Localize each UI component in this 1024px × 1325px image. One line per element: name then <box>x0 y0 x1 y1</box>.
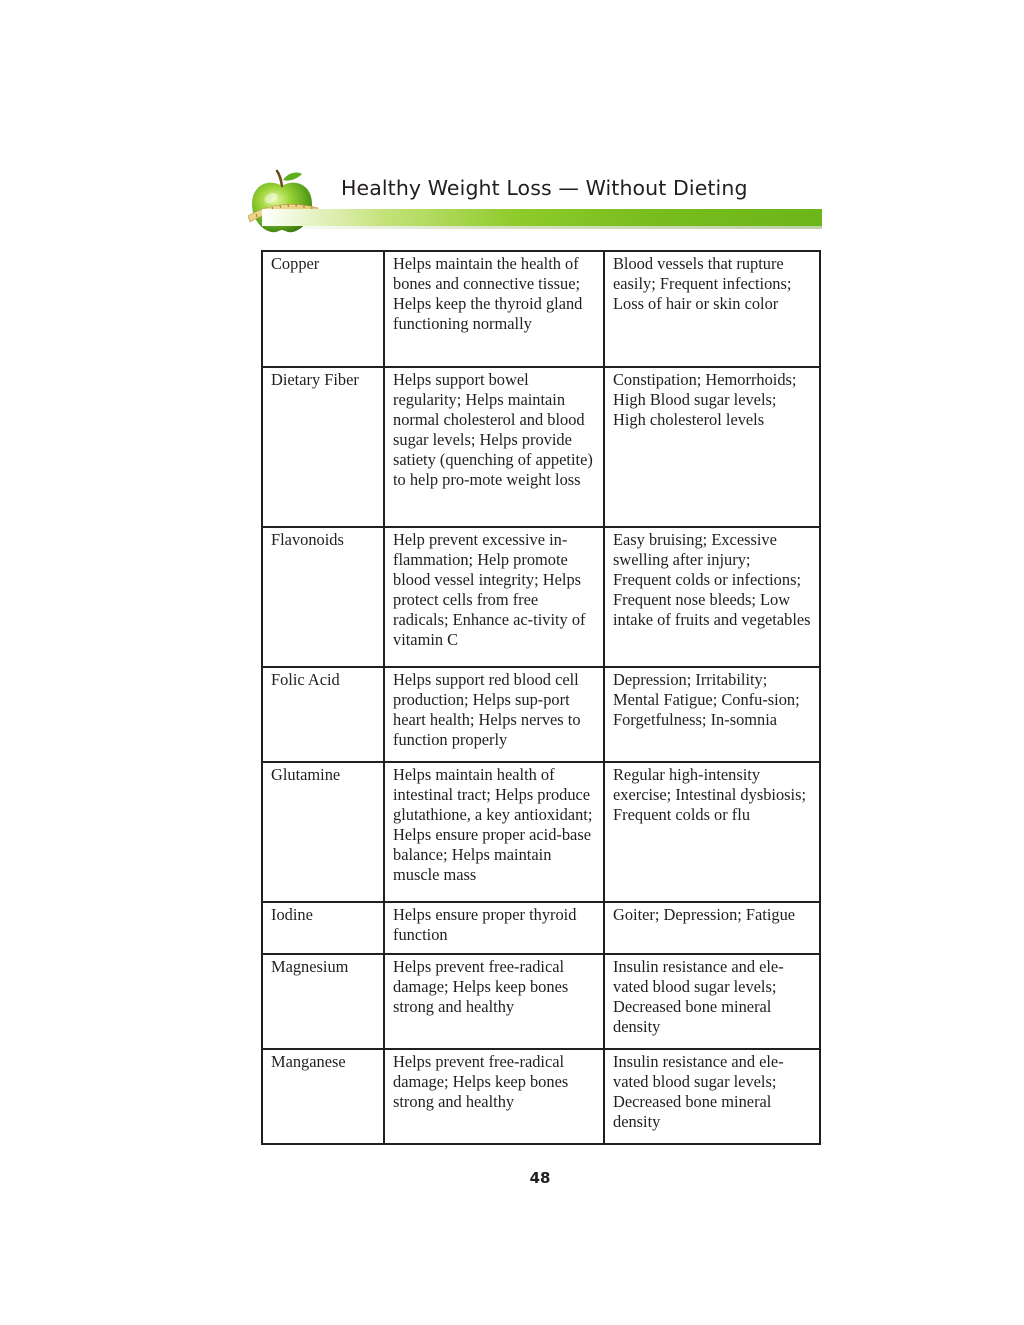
nutrient-cell: Manganese <box>262 1049 384 1144</box>
table-row <box>262 251 820 367</box>
table-row <box>262 954 820 1049</box>
nutrient-cell: Glutamine <box>262 762 384 902</box>
table-row <box>262 762 820 902</box>
benefits-cell: Helps maintain the health of bones and connective tissue; Helps keep the thyroid gland functioning normally <box>384 251 604 367</box>
page-number: 48 <box>529 1169 551 1187</box>
page-header <box>0 0 1024 240</box>
table-row <box>262 667 820 762</box>
deficiency-signs-cell: Goiter; Depression; Fatigue <box>604 902 820 954</box>
benefits-cell: Helps support red blood cell production; Helps sup-port heart health; Helps nerves to function properly <box>384 667 604 762</box>
deficiency-signs-cell: Constipation; Hemorrhoids; High Blood sugar levels; High cholesterol levels <box>604 367 820 527</box>
benefits-cell: Helps prevent free-radical damage; Helps keep bones strong and healthy <box>384 954 604 1049</box>
deficiency-signs-cell: Regular high-intensity exercise; Intestinal dysbiosis; Frequent colds or flu <box>604 762 820 902</box>
benefits-cell: Helps maintain health of intestinal tract; Helps produce glutathione, a key antioxidant; Helps ensure proper acid-base balance; Helps maintain muscle mass <box>384 762 604 902</box>
header-accent-bar <box>262 209 822 226</box>
nutrient-cell: Copper <box>262 251 384 367</box>
nutrient-table <box>261 250 821 1145</box>
deficiency-signs-cell: Depression; Irritability; Mental Fatigue; Confu-sion; Forgetfulness; In-somnia <box>604 667 820 762</box>
benefits-cell: Helps support bowel regularity; Helps maintain normal cholesterol and blood sugar levels; Helps provide satiety (quenching of appetite) to help pro-mote weight loss <box>384 367 604 527</box>
table-row <box>262 1049 820 1144</box>
benefits-cell: Help prevent excessive in-flammation; Help promote blood vessel integrity; Helps protect cells from free radicals; Enhance ac-tivity of vitamin C <box>384 527 604 667</box>
table-row <box>262 902 820 954</box>
table-row <box>262 527 820 667</box>
nutrient-cell: Dietary Fiber <box>262 367 384 527</box>
nutrient-cell: Folic Acid <box>262 667 384 762</box>
nutrient-cell: Iodine <box>262 902 384 954</box>
table-row <box>262 367 820 527</box>
nutrient-cell: Flavonoids <box>262 527 384 667</box>
deficiency-signs-cell: Insulin resistance and ele-vated blood sugar levels; Decreased bone mineral density <box>604 1049 820 1144</box>
deficiency-signs-cell: Easy bruising; Excessive swelling after injury; Frequent colds or infections; Frequent nose bleeds; Low intake of fruits and vegetables <box>604 527 820 667</box>
header-accent-bar-shadow <box>262 226 822 229</box>
benefits-cell: Helps prevent free-radical damage; Helps keep bones strong and healthy <box>384 1049 604 1144</box>
running-header-title: Healthy Weight Loss — Without Dieting <box>341 176 748 200</box>
deficiency-signs-cell: Blood vessels that rupture easily; Frequent infections; Loss of hair or skin color <box>604 251 820 367</box>
benefits-cell: Helps ensure proper thyroid function <box>384 902 604 954</box>
nutrient-cell: Magnesium <box>262 954 384 1049</box>
deficiency-signs-cell: Insulin resistance and ele-vated blood sugar levels; Decreased bone mineral density <box>604 954 820 1049</box>
